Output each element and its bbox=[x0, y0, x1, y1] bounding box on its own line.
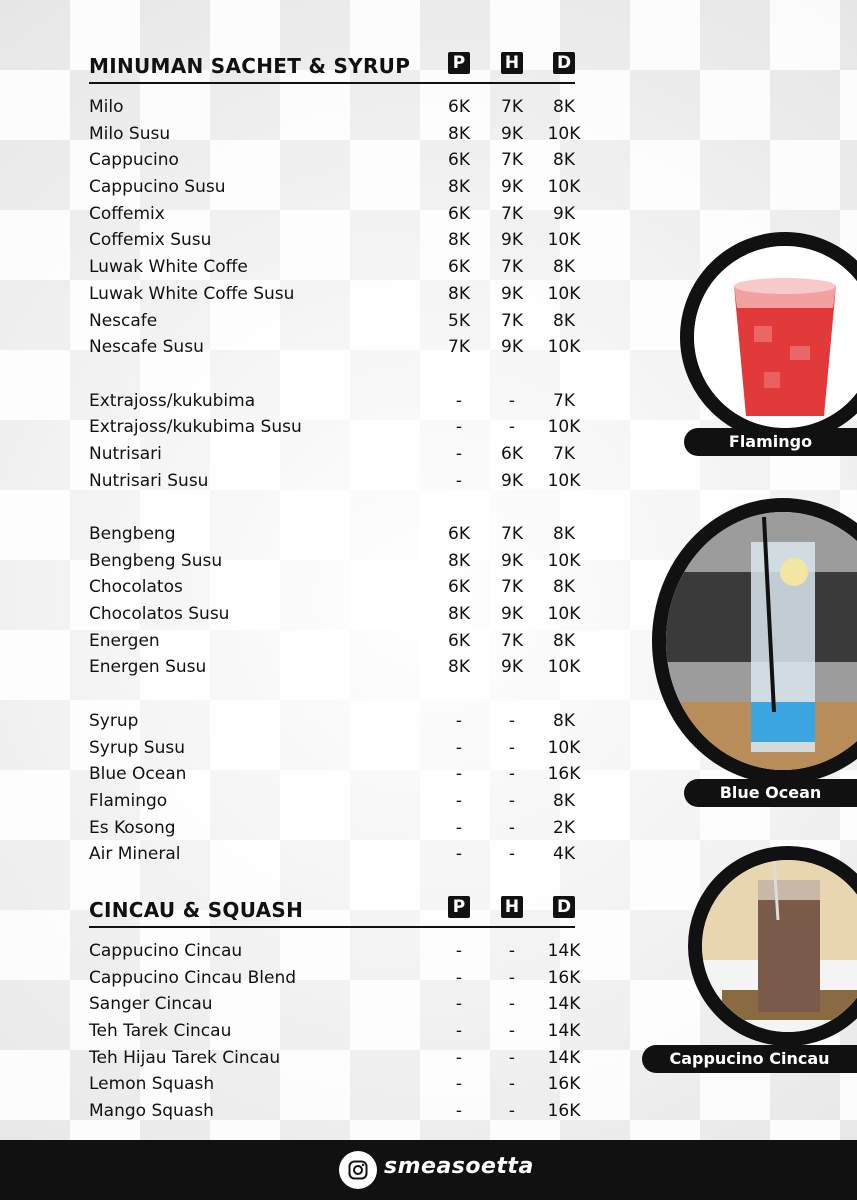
price-d: 16K bbox=[547, 764, 581, 785]
item-name: Air Mineral bbox=[89, 844, 181, 865]
price-p: - bbox=[455, 710, 463, 731]
item-name: Sanger Cincau bbox=[89, 994, 213, 1015]
flamingo-photo bbox=[680, 232, 857, 442]
section-sachet-syrup bbox=[89, 52, 581, 865]
price-p: 8K bbox=[448, 604, 470, 625]
item-name: Extrajoss/kukubima bbox=[89, 390, 256, 411]
item-name: Bengbeng Susu bbox=[89, 550, 223, 571]
price-p: - bbox=[455, 844, 463, 865]
price-p: - bbox=[455, 1074, 463, 1095]
price-d: 8K bbox=[553, 150, 575, 171]
price-h: 9K bbox=[501, 657, 523, 678]
item-name: Extrajoss/kukubima Susu bbox=[89, 417, 302, 438]
price-p: - bbox=[455, 443, 463, 464]
price-p: - bbox=[455, 390, 463, 411]
price-d: 8K bbox=[553, 257, 575, 278]
price-d: 2K bbox=[553, 817, 575, 838]
item-name: Chocolatos Susu bbox=[89, 604, 230, 625]
item-name: Nutrisari Susu bbox=[89, 470, 209, 491]
price-p: - bbox=[455, 1021, 463, 1042]
price-d: 16K bbox=[547, 967, 581, 988]
item-name: Bengbeng bbox=[89, 524, 176, 544]
price-p: 8K bbox=[448, 177, 470, 198]
item-name: Es Kosong bbox=[89, 817, 176, 838]
item-name: Energen Susu bbox=[89, 657, 207, 678]
price-h: 9K bbox=[501, 123, 523, 144]
price-d: 10K bbox=[547, 283, 581, 304]
price-h: 7K bbox=[501, 203, 523, 224]
item-name: Milo Susu bbox=[89, 123, 171, 144]
blue-ocean-label: Blue Ocean bbox=[684, 779, 857, 807]
price-h: - bbox=[508, 710, 516, 731]
section-divider bbox=[89, 82, 575, 84]
price-d: 9K bbox=[553, 203, 575, 224]
price-p: - bbox=[455, 1047, 463, 1068]
price-d: 8K bbox=[553, 790, 575, 811]
price-p: - bbox=[455, 790, 463, 811]
price-p: 6K bbox=[448, 630, 470, 651]
price-p: 6K bbox=[448, 97, 470, 117]
header-p: P bbox=[448, 896, 470, 918]
item-name: Coffemix Susu bbox=[89, 230, 212, 251]
price-h: - bbox=[508, 817, 516, 838]
price-p: - bbox=[455, 417, 463, 438]
price-h: 9K bbox=[501, 230, 523, 251]
price-h: 7K bbox=[501, 310, 523, 331]
price-p: 8K bbox=[448, 283, 470, 304]
section-cincau-squash bbox=[89, 896, 581, 1122]
price-p: 6K bbox=[448, 524, 470, 544]
price-h: 6K bbox=[501, 443, 523, 464]
item-name: Nescafe bbox=[89, 310, 158, 331]
price-d: 8K bbox=[553, 524, 575, 544]
price-d: 10K bbox=[547, 417, 581, 438]
price-h: - bbox=[508, 790, 516, 811]
instagram-badge[interactable] bbox=[339, 1151, 377, 1189]
price-d: 10K bbox=[547, 657, 581, 678]
price-d: 7K bbox=[553, 443, 575, 464]
item-name: Luwak White Coffe bbox=[89, 257, 248, 278]
price-h: - bbox=[508, 390, 516, 411]
price-h: - bbox=[508, 737, 516, 758]
item-name: Milo bbox=[89, 97, 124, 117]
price-h: 7K bbox=[501, 577, 523, 598]
price-p: 7K bbox=[448, 337, 470, 358]
price-d: 7K bbox=[553, 390, 575, 411]
price-d: 10K bbox=[547, 604, 581, 625]
price-h: - bbox=[508, 1047, 516, 1068]
price-h: 7K bbox=[501, 524, 523, 544]
price-h: 9K bbox=[501, 604, 523, 625]
item-name: Cappucino Cincau Blend bbox=[89, 967, 297, 988]
price-d: 14K bbox=[547, 1047, 581, 1068]
footer-bar bbox=[0, 1140, 857, 1200]
item-name: Blue Ocean bbox=[89, 764, 187, 785]
price-h: - bbox=[508, 844, 516, 865]
blue-ocean-drink-image bbox=[666, 512, 857, 770]
price-d: 16K bbox=[547, 1074, 581, 1095]
section-title: MINUMAN SACHET & SYRUP bbox=[89, 54, 411, 78]
price-p: 8K bbox=[448, 657, 470, 678]
price-h: - bbox=[508, 967, 516, 988]
price-h: 7K bbox=[501, 97, 523, 117]
price-h: - bbox=[508, 1074, 516, 1095]
item-name: Cappucino Cincau bbox=[89, 941, 243, 961]
price-d: 10K bbox=[547, 123, 581, 144]
price-d: 8K bbox=[553, 630, 575, 651]
cappucino-cincau-drink-image bbox=[702, 860, 857, 1032]
price-d: 14K bbox=[547, 1021, 581, 1042]
price-h: - bbox=[508, 1021, 516, 1042]
instagram-icon bbox=[348, 1160, 368, 1180]
header-h: H bbox=[501, 896, 523, 918]
price-d: 10K bbox=[547, 337, 581, 358]
item-name: Cappucino bbox=[89, 150, 179, 171]
price-d: 14K bbox=[547, 994, 581, 1015]
flamingo-label: Flamingo bbox=[684, 428, 857, 456]
price-h: - bbox=[508, 941, 516, 961]
price-p: - bbox=[455, 470, 463, 491]
price-h: 9K bbox=[501, 550, 523, 571]
item-name: Coffemix bbox=[89, 203, 165, 224]
cappucino-cincau-label: Cappucino Cincau bbox=[642, 1045, 857, 1073]
price-h: - bbox=[508, 1101, 516, 1122]
price-p: - bbox=[455, 967, 463, 988]
price-p: 8K bbox=[448, 230, 470, 251]
price-d: 10K bbox=[547, 550, 581, 571]
price-d: 8K bbox=[553, 710, 575, 731]
header-d: D bbox=[553, 896, 575, 918]
price-d: 10K bbox=[547, 230, 581, 251]
price-p: - bbox=[455, 994, 463, 1015]
price-p: 8K bbox=[448, 123, 470, 144]
price-p: - bbox=[455, 1101, 463, 1122]
price-p: - bbox=[455, 817, 463, 838]
item-name: Cappucino Susu bbox=[89, 177, 226, 198]
price-d: 8K bbox=[553, 97, 575, 117]
price-p: - bbox=[455, 764, 463, 785]
price-p: 6K bbox=[448, 150, 470, 171]
item-name: Flamingo bbox=[89, 790, 168, 811]
item-name: Lemon Squash bbox=[89, 1074, 215, 1095]
item-name: Mango Squash bbox=[89, 1101, 214, 1122]
price-h: - bbox=[508, 417, 516, 438]
section-header bbox=[89, 52, 579, 82]
price-p: 6K bbox=[448, 577, 470, 598]
cappucino-cincau-photo bbox=[688, 846, 857, 1046]
price-d: 14K bbox=[547, 941, 581, 961]
price-d: 10K bbox=[547, 470, 581, 491]
header-d: D bbox=[553, 52, 575, 74]
section-divider bbox=[89, 926, 575, 928]
section-header bbox=[89, 896, 579, 926]
price-p: 6K bbox=[448, 203, 470, 224]
price-p: - bbox=[455, 737, 463, 758]
price-h: 9K bbox=[501, 470, 523, 491]
item-name: Nutrisari bbox=[89, 443, 162, 464]
price-d: 4K bbox=[553, 844, 575, 865]
flamingo-drink-image bbox=[694, 246, 857, 428]
item-name: Luwak White Coffe Susu bbox=[89, 283, 295, 304]
price-d: 16K bbox=[547, 1101, 581, 1122]
price-d: 10K bbox=[547, 737, 581, 758]
item-name: Nescafe Susu bbox=[89, 337, 204, 358]
item-name: Teh Tarek Cincau bbox=[89, 1021, 232, 1042]
price-p: 8K bbox=[448, 550, 470, 571]
price-h: - bbox=[508, 764, 516, 785]
item-name: Chocolatos bbox=[89, 577, 183, 598]
header-p: P bbox=[448, 52, 470, 74]
price-h: - bbox=[508, 994, 516, 1015]
price-d: 8K bbox=[553, 310, 575, 331]
header-h: H bbox=[501, 52, 523, 74]
price-p: - bbox=[455, 941, 463, 961]
item-name: Syrup bbox=[89, 710, 139, 731]
price-p: 6K bbox=[448, 257, 470, 278]
item-name: Teh Hijau Tarek Cincau bbox=[89, 1047, 281, 1068]
instagram-handle[interactable]: smeasoetta bbox=[384, 1154, 534, 1179]
blue-ocean-photo bbox=[652, 498, 857, 784]
item-name: Energen bbox=[89, 630, 160, 651]
price-h: 7K bbox=[501, 257, 523, 278]
price-p: 5K bbox=[448, 310, 470, 331]
price-d: 8K bbox=[553, 577, 575, 598]
item-name: Syrup Susu bbox=[89, 737, 186, 758]
section-title: CINCAU & SQUASH bbox=[89, 898, 304, 922]
price-h: 9K bbox=[501, 177, 523, 198]
price-h: 7K bbox=[501, 150, 523, 171]
price-h: 7K bbox=[501, 630, 523, 651]
price-h: 9K bbox=[501, 283, 523, 304]
price-h: 9K bbox=[501, 337, 523, 358]
price-d: 10K bbox=[547, 177, 581, 198]
